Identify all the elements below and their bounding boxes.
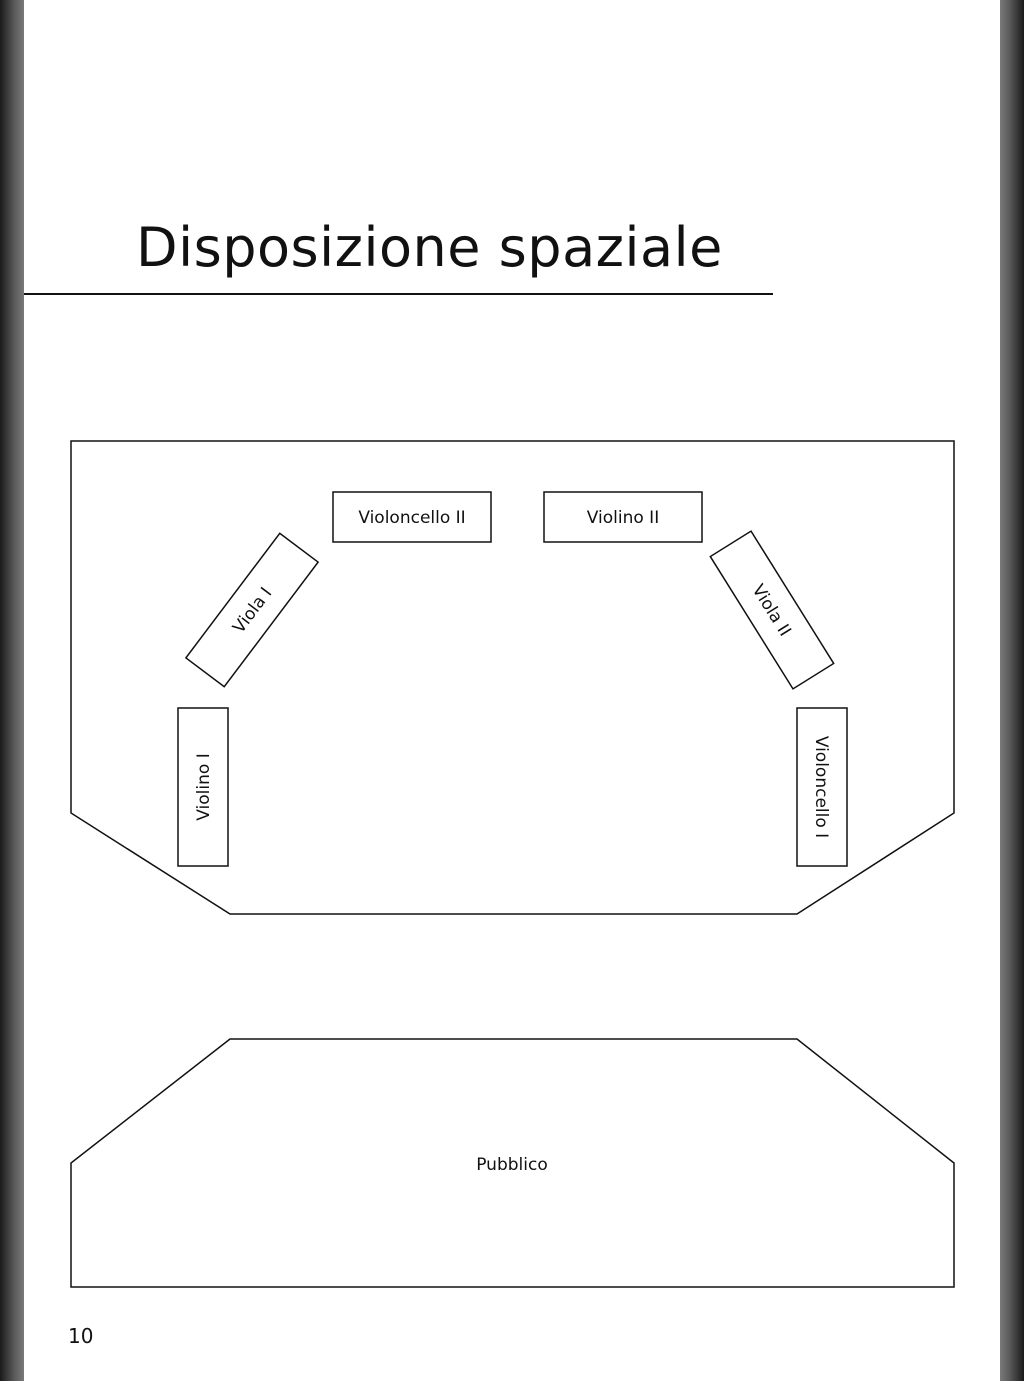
instrument-violino-i xyxy=(178,708,228,866)
instrument-violoncello-i xyxy=(797,708,847,866)
page-number: 10 xyxy=(68,1324,94,1348)
instrument-label: Violoncello II xyxy=(358,508,466,528)
instrument-violoncello-ii xyxy=(333,492,491,542)
instrument-label: Violino II xyxy=(586,508,660,528)
instrument-viola-i xyxy=(186,533,318,686)
instrument-label: Viola II xyxy=(747,581,795,640)
page-title: Disposizione spaziale xyxy=(136,216,723,279)
instrument-violino-ii xyxy=(544,492,702,542)
instrument-label: Viola I xyxy=(229,583,277,638)
audience-area xyxy=(71,1039,954,1287)
instrument-viola-ii xyxy=(710,531,833,689)
audience-label: Pubblico xyxy=(476,1155,548,1175)
instrument-label: Violino I xyxy=(194,753,214,821)
instrument-label: Violoncello I xyxy=(811,735,831,839)
